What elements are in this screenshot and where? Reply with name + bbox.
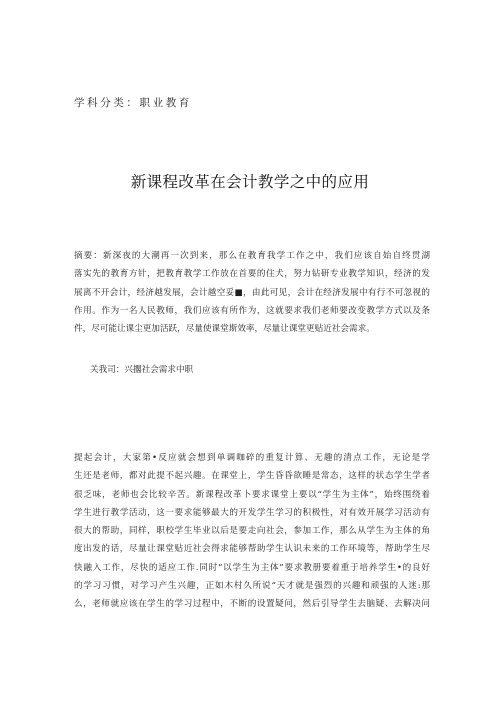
body-line: 的学习习惯，对学习产生兴趣，正如木村久所说“天才就是强烈的兴趣和顽强的人迷:那 bbox=[74, 581, 430, 592]
body-line: 生还是老师，都对此提不起兴趣。在课堂上，学生昏昏欲睡是常态，这样的状态学生学者 bbox=[74, 471, 430, 482]
abstract-line: 展离不开会计，经济越发展，会计越空妥■，由此可见，会计在经济发展中有行不可忽视的 bbox=[74, 287, 430, 298]
body-line: 学生进行教学活动，这一要求能够最大的开发学生学习的积极性，对有效开展学习活动有 bbox=[74, 507, 430, 518]
body-line: 提起会计，大家第•反应就会想到单调咖碎的重复计算、无趣的清点工作，无论是学 bbox=[74, 453, 430, 463]
body-line: 么，老师就应该在学生的学习过程中，不断的设置疑问，然后引导学生去脑疑、去解决问 bbox=[74, 599, 430, 610]
abstract-line: 摘要：新深夜的大潮再一次到来，那么在教育我学工作之中，我们应该自始自终贯湖 bbox=[74, 251, 430, 261]
document-title: 新课程改革在会计教学之中的应用 bbox=[130, 173, 370, 191]
body-paragraph bbox=[74, 449, 430, 614]
abstract-line: 作用。作为一名人民教师，我们应该有所作为，这就要求我们老师要改变教学方式以及条 bbox=[74, 305, 430, 316]
subject-category: 学科分类：职业教育 bbox=[74, 97, 192, 109]
keywords-line: 关我司：兴擱社会需求中职 bbox=[90, 365, 194, 375]
abstract-paragraph bbox=[74, 247, 430, 338]
abstract-line: 件，尽可能让课尘更加活跃，尽量使课堂斯效率，尽量让课堂更贴近社会需求。 bbox=[74, 324, 375, 335]
body-line: 度出发的话，尽量让课堂贴近社会得求能够帮助学生认识未来的工作环境等，帮助学生尽 bbox=[74, 544, 430, 555]
body-line: 很大的帮助，同样，职校学生毕业以后是要走向社会，参加工作，那么从学生为主体的角 bbox=[74, 526, 430, 537]
body-line: 很乏味，老师也会比较辛苦。新课程改革卜要求课堂上要以“学生为主体”，始终围绕着 bbox=[74, 489, 430, 500]
abstract-line: 落实先的教育方针，把教育教学工作放在首要的住犬，努力钻研专业教学知识，经济的发 bbox=[74, 269, 430, 280]
body-line: 快融入工作，尽快的适应工作.同时“以学生为主体”要求教册要着重于培养学生•的良好 bbox=[74, 562, 430, 573]
